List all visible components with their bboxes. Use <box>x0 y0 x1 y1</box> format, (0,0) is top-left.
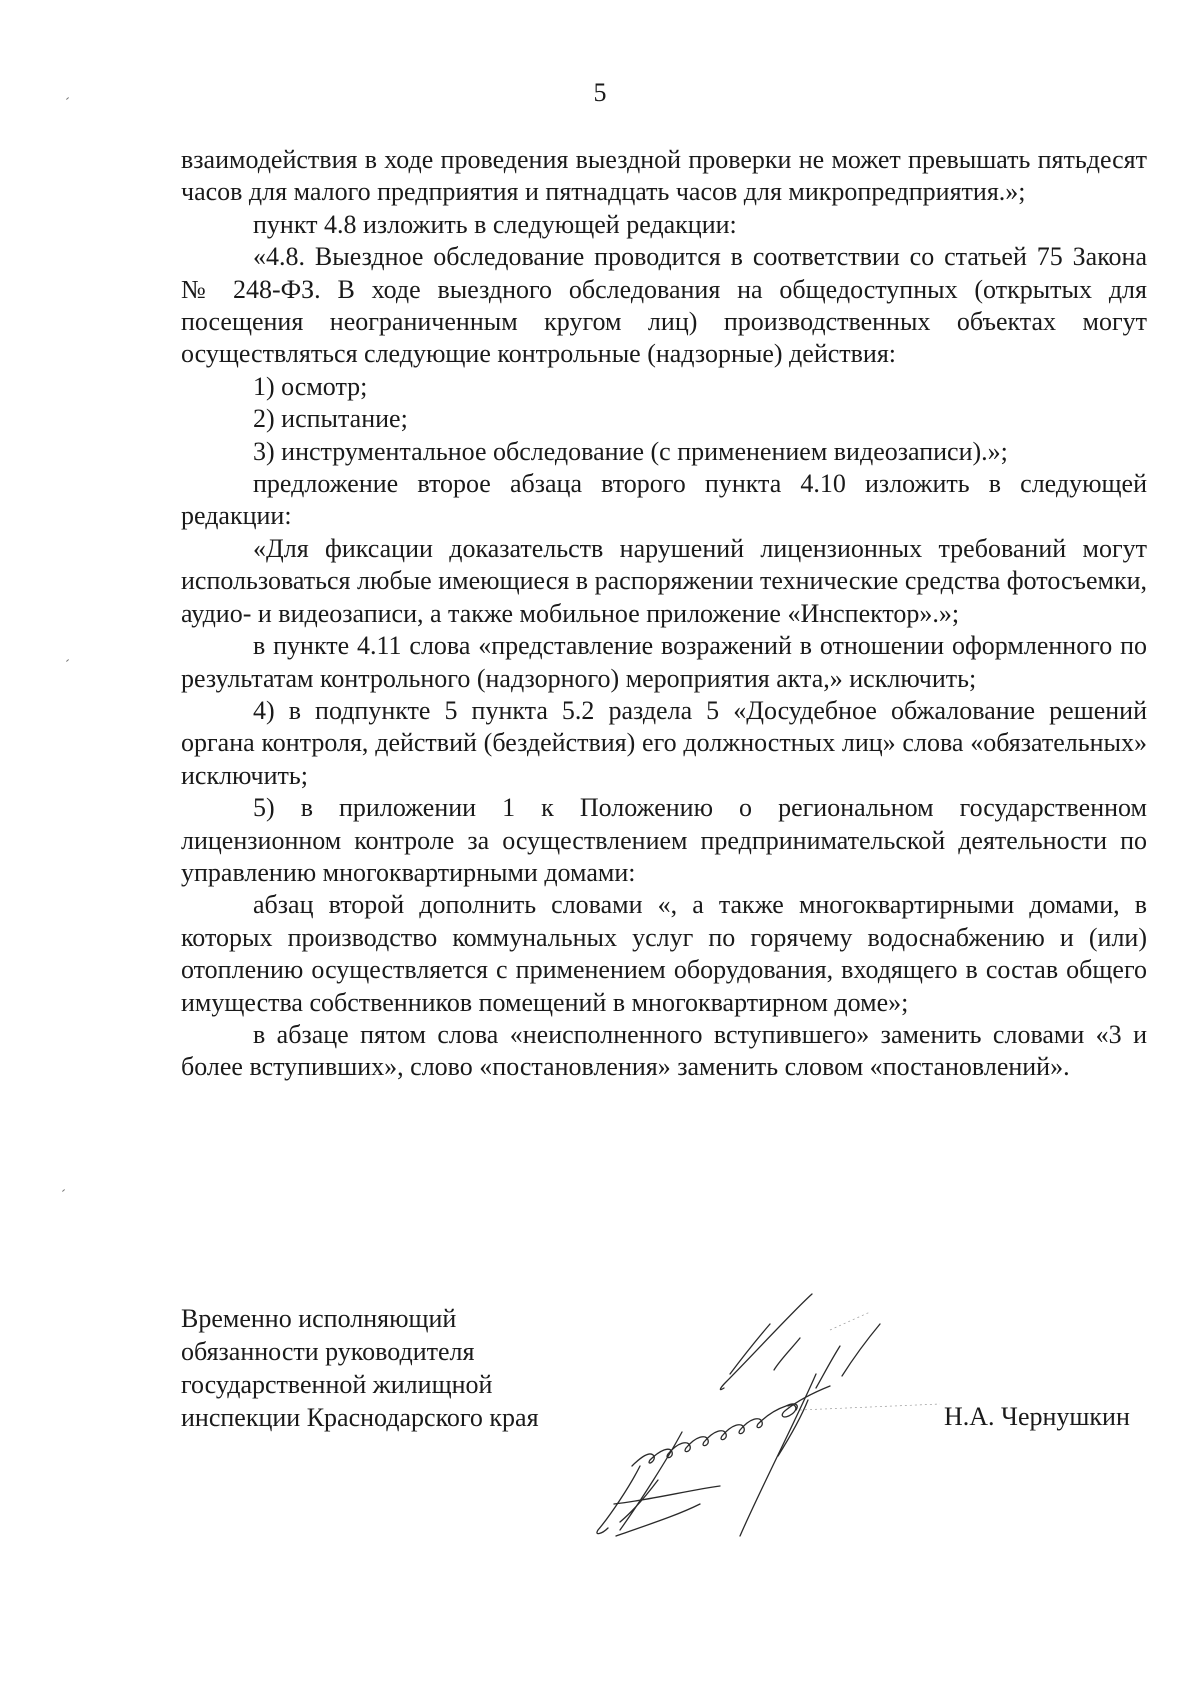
paragraph: пункт 4.8 изложить в следующей редакции: <box>253 209 737 239</box>
paragraph: «Для фиксации доказательств нарушений лицензионных требований могут использоваться любые имеющиеся в распоряжении технические средства фотосъемки, аудио- и видеозаписи, а также мобильное приложение «Инспектор».»; <box>181 533 1147 628</box>
paragraph: 5) в приложении 1 к Положению о региональном государственном лицензионном контроле за осуществлением предпринимательской деятельности по управлению многоквартирными домами: <box>181 793 1147 887</box>
signatory-position <box>181 1302 581 1434</box>
position-line: государственной жилищной <box>181 1370 493 1399</box>
paragraph: 4) в подпункте 5 пункта 5.2 раздела 5 «Досудебное обжалование решений органа контроля, действий (бездействия) его должностных лиц» слова «обязательных» исключить; <box>181 695 1147 790</box>
body-text <box>181 144 1147 1084</box>
scan-speck <box>66 659 69 662</box>
paragraph: в абзаце пятом слова «неисполненного вступившего» заменить словами «3 и более вступивших», слово «постановления» заменить словом «постановлений». <box>181 1019 1147 1082</box>
signer-name: Н.А. Чернушкин <box>944 1402 1130 1431</box>
position-line: Временно исполняющий <box>181 1304 457 1333</box>
paragraph: в пункте 4.11 слова «представление возражений в отношении оформленного по результатам контрольного (надзорного) мероприятия акта,» исключить; <box>181 631 1147 693</box>
position-line: инспекции Краснодарского края <box>181 1403 539 1432</box>
paragraph: предложение второе абзаца второго пункта 4.10 изложить в следующей редакции: <box>181 469 1147 531</box>
scan-speck <box>62 1189 65 1192</box>
paragraph: 1) осмотр; <box>253 371 368 401</box>
paragraph: взаимодействия в ходе проведения выездной проверки не может превышать пятьдесят часов для малого предприятия и пятнадцать часов для микропредприятия.»; <box>181 145 1147 207</box>
paragraph: 3) инструментальное обследование (с применением видеозаписи).»; <box>253 436 1008 466</box>
page-number: 5 <box>593 78 607 107</box>
paragraph: абзац второй дополнить словами «, а также многоквартирными домами, в которых производство коммунальных услуг по горячему водоснабжению и (или) отоплению осуществляется с применением оборудования, входящего в состав общего имущества собственников помещений в многоквартирном доме»; <box>181 890 1147 1017</box>
paragraph: 2) испытание; <box>253 404 408 434</box>
handwritten-signature <box>580 1290 1020 1590</box>
paragraph: «4.8. Выездное обследование проводится в соответствии со статьей 75 Закона № 248-ФЗ. В ходе выездного обследования на общедоступных (открытых для посещения неограниченным кругом лиц) производственных объектах могут осуществляться следующие контрольные (надзорные) действия: <box>181 242 1147 369</box>
position-line: обязанности руководителя <box>181 1337 475 1366</box>
